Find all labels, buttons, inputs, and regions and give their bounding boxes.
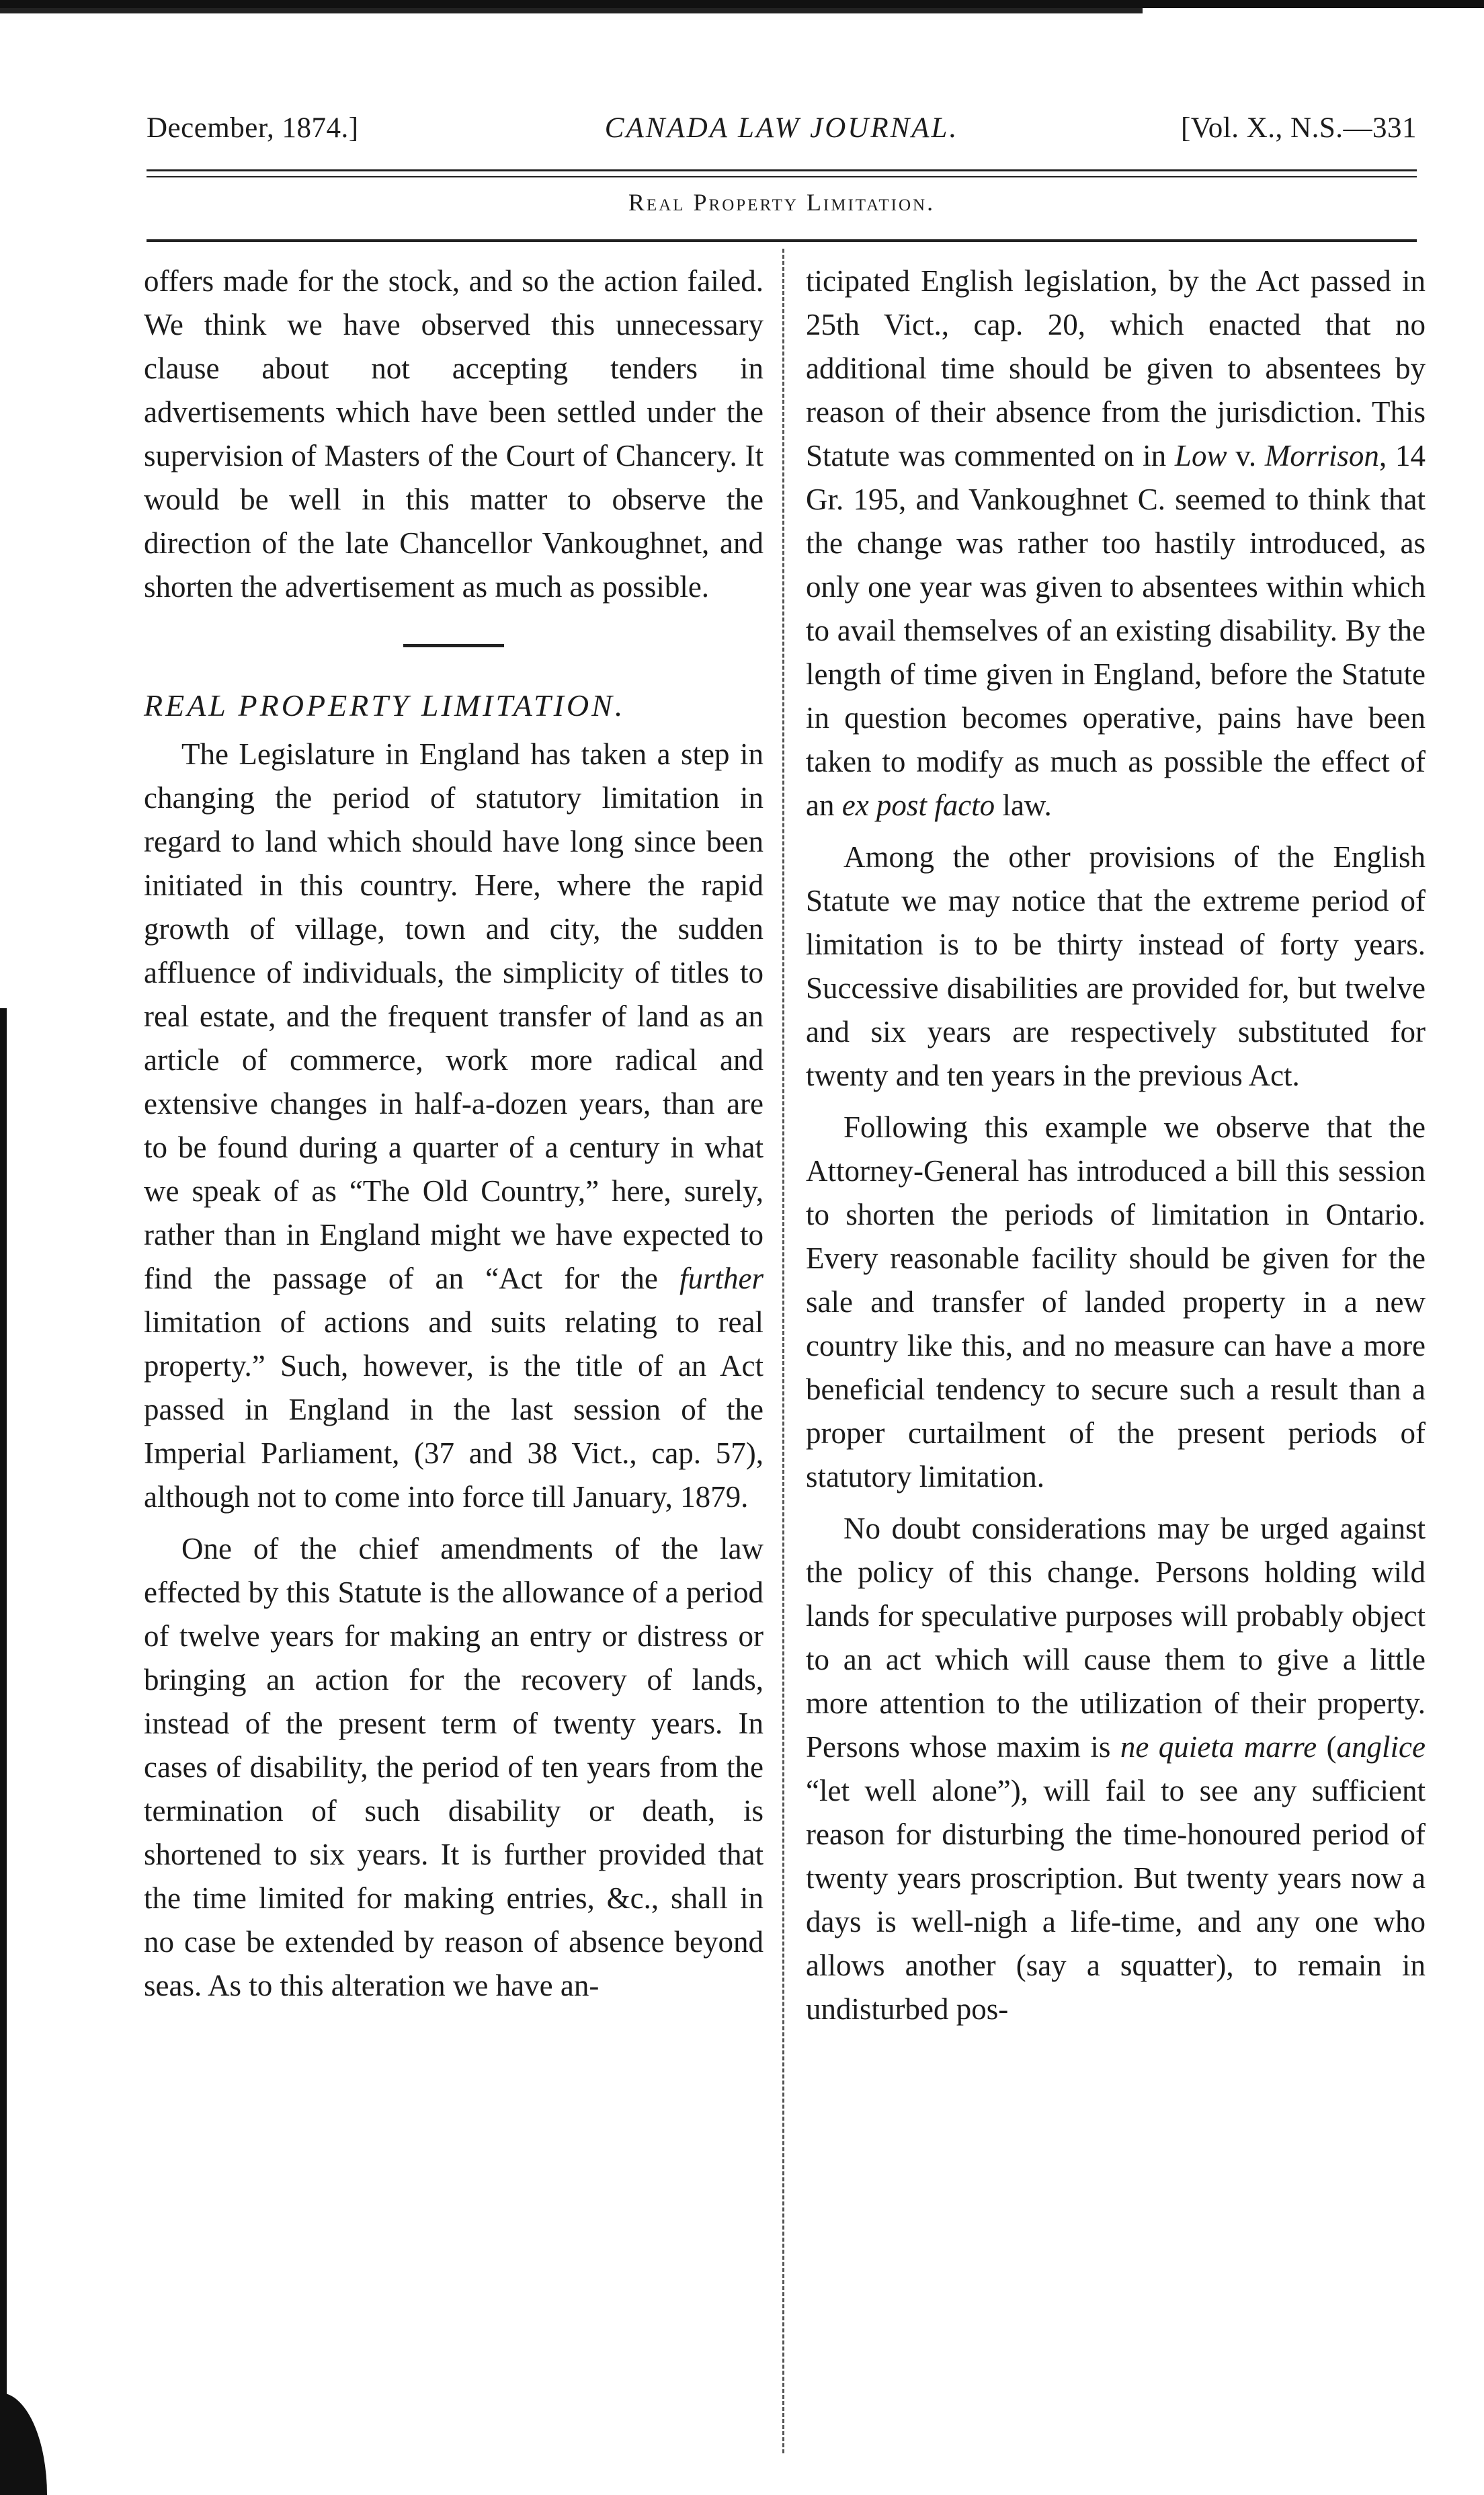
page-corner-curl: [0, 2393, 47, 2495]
article-separator: [403, 644, 504, 647]
italic-text: Low: [1174, 439, 1227, 473]
paragraph: Among the other provisions of the English Statute we may notice that the extreme period of limitation is to be thirty instead of forty years. Successive disabilities are provided for, but twelve and six years are respectively substituted for twenty and ten years in the previous Act.: [806, 840, 1426, 1092]
italic-text: ne quieta marre: [1120, 1730, 1317, 1764]
column-divider: [782, 249, 784, 2453]
paragraph: Following this example we observe that the Attorney-General has introduced a bill this session to shorten the periods of limitation in Ontario. Every reasonable facility should be given for the sale and transfer of landed property in a new country like this, and no measure can have a more beneficial tendency to secure such a result than a proper curtailment of the present periods of statutory limitation.: [806, 1110, 1426, 1494]
right-column: [806, 259, 1426, 2031]
paragraph-continued: offers made for the stock, and so the action failed. We think we have observed this unnecessary clause about not accepting tenders in advertisements which have been settled under the supervision of Masters of the Court of Chancery. It would be well in this matter to observe the direction of the late Chancellor Vankoughnet, and shorten the advertisement as much as possible.: [144, 264, 764, 604]
paragraph-continued: ticipated English legislation, by the Act passed in 25th Vict., cap. 20, which enacted that no additional time should be given to absentees by reason of their absence from the jurisdiction. This Statute was commented on in Low v. Morrison, 14 Gr. 195, and Vankoughnet C. seemed to think that the change was rather too hastily introduced, as only one year was given to absentees within which to avail themselves of an existing disability. By the length of time given in England, before the Statute in question becomes operative, pains have been taken to modify as much as possible the effect of an ex post facto law.: [806, 264, 1426, 822]
header-date: December, 1874.]: [147, 112, 359, 144]
italic-text: ex post facto: [841, 788, 995, 822]
header-rule-bottom: [147, 176, 1417, 177]
section-rule: [147, 239, 1417, 242]
page-top-edge-shadow: [0, 8, 1143, 13]
paragraph: No doubt considerations may be urged against the policy of this change. Persons holding wild lands for speculative purposes will probably object to an act which will cause them to give a little more attention to the utilization of their property. Persons whose maxim is ne quieta marre (anglice “let well alone”), will fail to see any sufficient reason for disturbing the time-honoured period of twenty years proscription. But twenty years now a days is well-nigh a life-time, and any one who allows another (say a squatter), to remain in undisturbed pos-: [806, 1512, 1426, 2026]
italic-text: further: [679, 1262, 764, 1295]
paragraph: One of the chief amendments of the law effected by this Statute is the allowance of a period of twelve years for making an entry or distress or bringing an action for the recovery of lands, instead of the present term of twenty years. In cases of disability, the period of ten years from the termination of such disability or death, is shortened to six years. It is further provided that the time limited for making entries, &c., shall in no case be extended by reason of absence beyond seas. As to this alteration we have an-: [144, 1532, 764, 2002]
italic-text: anglice: [1336, 1730, 1426, 1764]
header-journal-title: CANADA LAW JOURNAL.: [604, 112, 959, 144]
running-head: [147, 112, 1417, 152]
header-volume-page: [Vol. X., N.S.—331: [1180, 112, 1417, 144]
page-top-edge: [0, 0, 1484, 8]
header-rule-top: [147, 169, 1417, 171]
italic-text: Morrison: [1264, 439, 1379, 473]
page-left-edge: [0, 1008, 7, 2495]
article-title: REAL PROPERTY LIMITATION.: [144, 688, 626, 723]
left-column: [144, 259, 764, 2008]
paragraph: The Legislature in England has taken a step in changing the period of statutory limitation in regard to land which should have long since been initiated in this country. Here, where the rapid growth of village, town and city, the sudden affluence of individuals, the simplicity of titles to real estate, and the frequent transfer of land as an article of commerce, work more radical and extensive changes in half-a-dozen years, than are to be found during a quarter of a century in what we speak of as “The Old Country,” here, surely, rather than in England might we have expected to find the passage of an “Act for the further limitation of actions and suits relating to real property.” Such, however, is the title of an Act passed in England in the last session of the Imperial Parliament, (37 and 38 Vict., cap. 57), although not to come into force till January, 1879.: [144, 737, 764, 1514]
section-heading: Real Property Limitation.: [628, 189, 936, 216]
